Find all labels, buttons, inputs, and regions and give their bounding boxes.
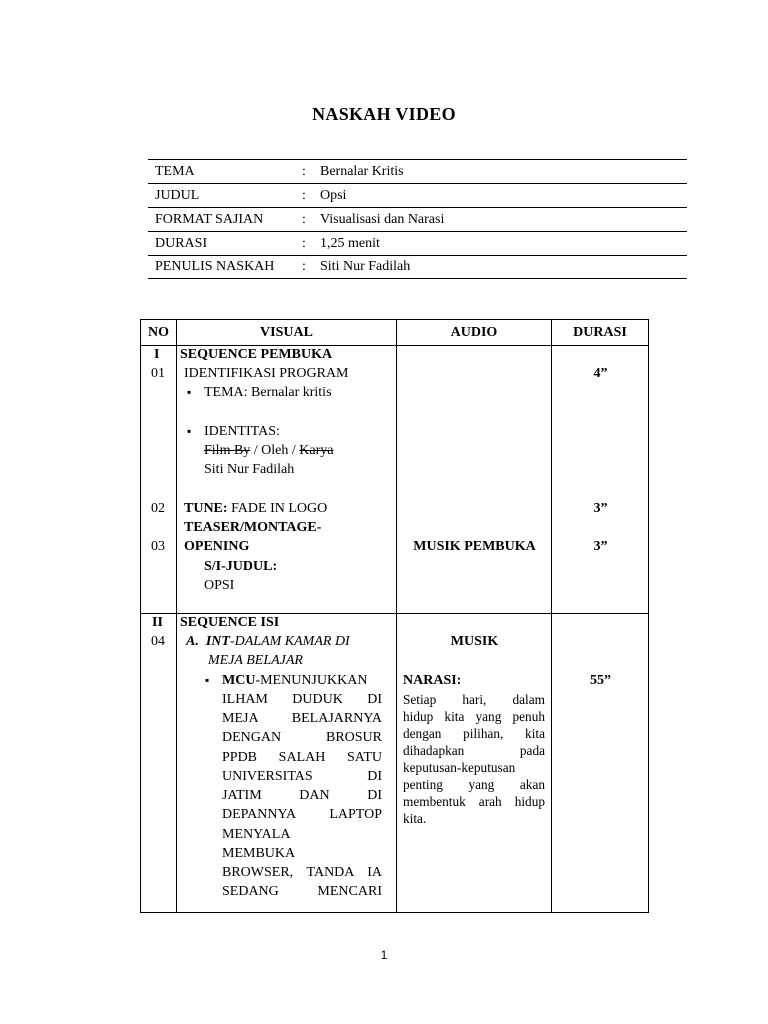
narasi-line: penting yang akan — [403, 777, 545, 792]
durasi-03: 3” — [593, 539, 608, 554]
oleh-text: / Oleh / — [250, 443, 300, 458]
no-roman: I — [154, 347, 160, 362]
audio-musik: MUSIK — [450, 634, 499, 649]
mcu-line: MEJA BELAJARNYA — [222, 711, 382, 726]
durasi-01: 4” — [593, 366, 608, 381]
mcu-line: PPDB SALAH SATU — [222, 750, 382, 765]
script-table — [140, 319, 649, 913]
sequence-title: SEQUENCE PEMBUKA — [180, 347, 333, 362]
meta-value: Siti Nur Fadilah — [320, 259, 411, 274]
film-by-strike: Film By — [204, 443, 251, 458]
narasi-line: kita. — [403, 811, 427, 826]
meta-colon: : — [302, 163, 306, 179]
meta-label: JUDUL — [155, 187, 200, 203]
cell-audio — [397, 346, 552, 614]
narasi-label: NARASI: — [403, 673, 462, 688]
tune-value: FADE IN LOGO — [227, 501, 328, 516]
cell-visual — [177, 346, 397, 614]
mcu-line: MENYALA — [222, 827, 291, 842]
meta-value: Opsi — [320, 187, 347, 203]
meta-value: 1,25 menit — [320, 235, 380, 251]
mcu-line: BROWSER, TANDA IA — [222, 865, 382, 880]
meta-value: Visualisasi dan Narasi — [320, 211, 445, 227]
narasi-line: membentuk arah hidup — [403, 794, 545, 809]
author-name: Siti Nur Fadilah — [204, 462, 295, 477]
meta-row-format — [148, 207, 687, 231]
no-02: 02 — [151, 501, 165, 516]
cell-audio — [397, 614, 552, 913]
scene-letter: A. — [186, 634, 199, 649]
meta-label: TEMA — [155, 163, 195, 179]
scene-heading — [186, 632, 350, 651]
cell-no — [141, 346, 177, 614]
meta-label: DURASI — [155, 235, 208, 251]
meta-row-durasi — [148, 231, 687, 255]
meta-colon: : — [302, 259, 306, 274]
no-roman: II — [152, 615, 163, 630]
tune-label: TUNE: — [184, 501, 228, 516]
mcu-line: ILHAM DUDUK DI — [222, 692, 382, 707]
table-row — [141, 614, 649, 913]
cell-visual — [177, 614, 397, 913]
mcu-line: UNIVERSITAS DI — [222, 769, 382, 784]
mcu-line-1 — [222, 671, 382, 690]
header-durasi: DURASI — [552, 320, 649, 346]
si-judul-label: S/I-JUDUL: — [204, 559, 278, 574]
teaser-line-2: OPENING — [184, 539, 250, 554]
durasi-02: 3” — [593, 501, 608, 516]
meta-colon: : — [302, 187, 306, 203]
audio-musik-pembuka: MUSIK PEMBUKA — [413, 539, 536, 554]
bullet-tema: ▪ TEMA: Bernalar kritis — [204, 383, 332, 402]
page-number: 1 — [380, 948, 388, 962]
header-no: NO — [141, 320, 177, 346]
table-header-row — [141, 320, 649, 346]
no-04: 04 — [151, 634, 165, 649]
no-03: 03 — [151, 539, 165, 554]
narasi-line: hidup kita yang penuh — [403, 709, 545, 724]
cell-durasi — [552, 614, 649, 913]
mcu-text: -MENUNJUKKAN — [255, 673, 368, 688]
cell-no — [141, 614, 177, 913]
meta-row-judul — [148, 183, 687, 207]
header-audio: AUDIO — [397, 320, 552, 346]
mcu-line: MEMBUKA — [222, 846, 296, 861]
mcu-label: MCU — [222, 673, 256, 688]
meta-value: Bernalar Kritis — [320, 163, 404, 179]
sequence-title: SEQUENCE ISI — [180, 615, 280, 630]
teaser-line-1: TEASER/MONTAGE- — [184, 520, 322, 535]
mcu-line: DEPANNYA LAPTOP — [222, 807, 382, 822]
narasi-line: dengan pilihan, kita — [403, 726, 545, 741]
credit-line — [204, 441, 334, 460]
table-row — [141, 346, 649, 614]
mcu-line: JATIM DAN DI — [222, 788, 382, 803]
identifikasi-program: IDENTIFIKASI PROGRAM — [184, 366, 349, 381]
durasi-04: 55” — [590, 673, 611, 688]
page-title: NASKAH VIDEO — [312, 104, 456, 124]
scene-line-2: MEJA BELAJAR — [208, 653, 303, 668]
mcu-line: DENGAN BROSUR — [222, 730, 382, 745]
karya-strike: Karya — [299, 443, 334, 458]
meta-label: PENULIS NASKAH — [155, 259, 275, 274]
meta-row-tema — [148, 159, 687, 183]
opsi-value: OPSI — [204, 578, 235, 593]
no-01: 01 — [151, 366, 165, 381]
meta-colon: : — [302, 235, 306, 251]
metadata-table — [148, 159, 687, 279]
narasi-line: Setiap hari, dalam — [403, 692, 545, 707]
meta-row-penulis — [148, 255, 687, 279]
cell-durasi — [552, 346, 649, 614]
meta-colon: : — [302, 211, 306, 227]
meta-label: FORMAT SAJIAN — [155, 211, 264, 227]
header-visual: VISUAL — [177, 320, 397, 346]
narasi-line: dihadapkan pada — [403, 743, 545, 758]
mcu-line: SEDANG MENCARI — [222, 884, 382, 899]
scene-rest: -DALAM KAMAR DI — [229, 634, 350, 649]
tune-line — [184, 499, 327, 518]
scene-int: INT — [205, 634, 230, 649]
bullet-identitas: ▪ IDENTITAS: — [204, 422, 280, 441]
narasi-line: keputusan-keputusan — [403, 760, 516, 775]
